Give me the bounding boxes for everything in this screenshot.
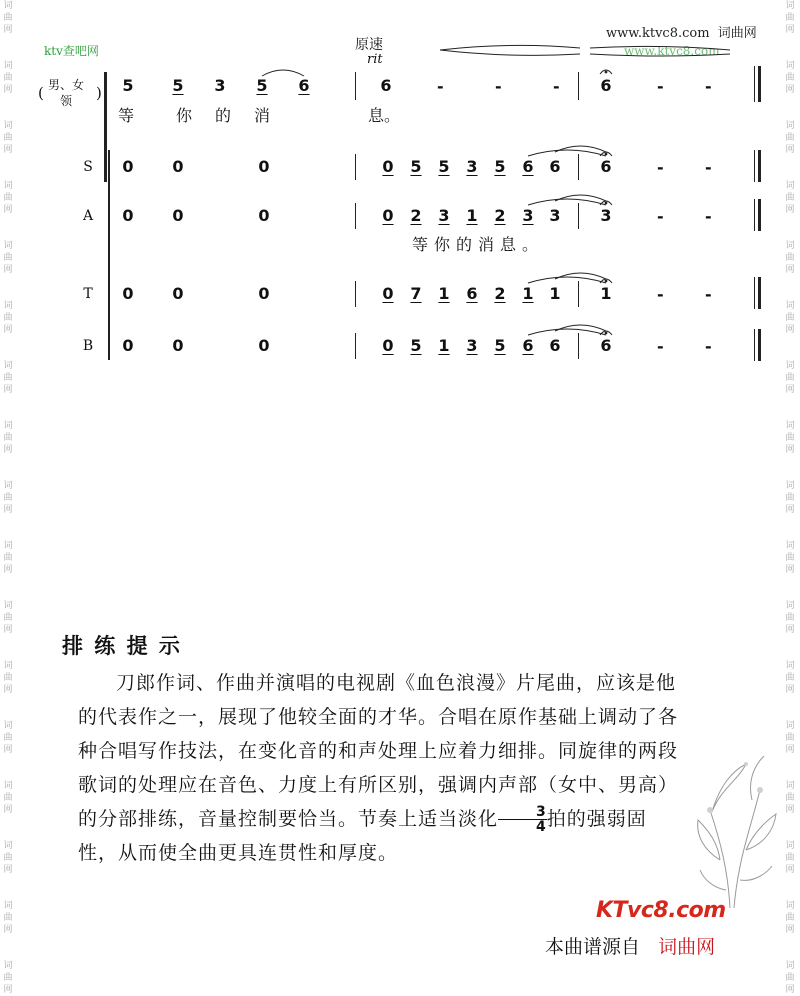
side-watermark-char: 网 — [3, 505, 13, 515]
side-watermark-char: 曲 — [3, 193, 13, 203]
rest-note: 0 — [258, 284, 270, 303]
rest-note: 0 — [172, 284, 184, 303]
side-watermark-char: 网 — [785, 385, 795, 395]
side-watermark-char: 网 — [3, 445, 13, 455]
side-watermark-char: 词 — [785, 901, 795, 911]
hold-dash: - — [657, 207, 664, 226]
side-watermark-char: 词 — [3, 61, 13, 71]
side-watermark-char: 网 — [785, 445, 795, 455]
tie — [528, 199, 606, 205]
voice-note: 5 — [410, 336, 422, 355]
hold-dash: - — [657, 337, 664, 356]
leader-lyric: 等 — [118, 106, 135, 125]
ktvc8-logo: KTvc8.com — [596, 898, 726, 923]
voice-label: B — [82, 338, 94, 354]
voice-note: 6 — [549, 336, 561, 355]
score — [0, 0, 800, 380]
voice-note: 7 — [410, 284, 422, 303]
hold-dash: - — [705, 77, 712, 96]
hold-dash: - — [705, 158, 712, 177]
voice-note: 5 — [438, 157, 450, 176]
side-watermark-char: 曲 — [785, 313, 795, 323]
voice-note: 0 — [382, 336, 394, 355]
side-watermark-char: 曲 — [785, 373, 795, 383]
leader-label-line1: 男、女 — [48, 78, 85, 92]
time-signature-fraction — [498, 805, 547, 834]
leader-label-line2: 领 — [60, 94, 73, 108]
voice-note: 6 — [466, 284, 478, 303]
side-watermark-char: 网 — [3, 685, 13, 695]
leader-lyric: 你 — [176, 106, 193, 125]
voice-note: 6 — [549, 157, 561, 176]
voice-note: 3 — [466, 157, 478, 176]
side-watermark-char: 曲 — [3, 73, 13, 83]
source-prefix: 本曲谱源自 — [545, 936, 641, 958]
hold-dash: - — [705, 337, 712, 356]
rest-note: 0 — [172, 336, 184, 355]
slur — [262, 70, 304, 76]
hold-dash: - — [657, 285, 664, 304]
side-watermark-char: 曲 — [785, 133, 795, 143]
frac-top: 3 — [498, 805, 547, 820]
leader-note: 5 — [172, 76, 184, 95]
side-watermark-char: 词 — [785, 841, 795, 851]
rest-note: 0 — [258, 206, 270, 225]
side-watermark-char: 网 — [785, 985, 795, 995]
side-watermark-char: 词 — [785, 421, 795, 431]
fermata — [600, 331, 612, 335]
side-watermark-char: 曲 — [3, 433, 13, 443]
side-watermark-char: 网 — [785, 565, 795, 575]
hold-dash: - — [705, 285, 712, 304]
side-watermark-char: 曲 — [785, 853, 795, 863]
voice-note: 0 — [382, 284, 394, 303]
side-watermark-char: 词 — [3, 421, 13, 431]
voice-note: 2 — [494, 284, 506, 303]
voice-note: 6 — [600, 336, 612, 355]
voice-note: 5 — [410, 157, 422, 176]
side-watermark-char: 曲 — [3, 853, 13, 863]
side-watermark-char: 网 — [3, 85, 13, 95]
voice-note: 1 — [549, 284, 561, 303]
side-watermark-char: 词 — [3, 181, 13, 191]
side-watermark-char: 曲 — [3, 253, 13, 263]
rest-note: 0 — [172, 206, 184, 225]
plant-sketch-image — [690, 740, 782, 910]
side-watermark-char: 词 — [3, 121, 13, 131]
side-watermark-char: 词 — [3, 781, 13, 791]
side-watermark-char: 网 — [785, 505, 795, 515]
side-watermark-char: 词 — [3, 721, 13, 731]
leader-note: 5 — [256, 76, 268, 95]
voice-note: 1 — [600, 284, 612, 303]
side-watermark-char: 网 — [3, 25, 13, 35]
side-watermark-char: 网 — [785, 745, 795, 755]
side-watermark-char: 曲 — [3, 613, 13, 623]
side-watermark-char: 网 — [3, 385, 13, 395]
voice-note: 5 — [494, 157, 506, 176]
rest-note: 0 — [122, 157, 134, 176]
side-watermark-char: 词 — [785, 541, 795, 551]
side-watermark-char: 网 — [785, 25, 795, 35]
side-watermark-char: 曲 — [3, 733, 13, 743]
side-watermark-char: 网 — [785, 325, 795, 335]
leader-note: 6 — [298, 76, 310, 95]
voice-note: 3 — [600, 206, 612, 225]
rest-note: 0 — [172, 157, 184, 176]
rest-note: 0 — [258, 336, 270, 355]
voice-label: T — [83, 286, 93, 302]
side-watermark-char: 曲 — [3, 973, 13, 983]
side-watermark-char: 曲 — [3, 913, 13, 923]
side-watermark-char: 曲 — [785, 733, 795, 743]
voice-note: 1 — [438, 284, 450, 303]
side-watermark-char: 网 — [785, 625, 795, 635]
side-watermark-char: 网 — [785, 265, 795, 275]
side-watermark-char: 曲 — [785, 493, 795, 503]
rest-note: 0 — [122, 206, 134, 225]
side-watermark-char: 网 — [3, 565, 13, 575]
fermata — [600, 152, 612, 156]
side-watermark-char: 曲 — [785, 553, 795, 563]
side-watermark-char: 网 — [3, 865, 13, 875]
side-watermark-char: 网 — [3, 745, 13, 755]
leader-note: 5 — [122, 76, 134, 95]
voice-note: 3 — [438, 206, 450, 225]
side-watermark-char: 曲 — [3, 553, 13, 563]
side-watermark-char: 曲 — [785, 913, 795, 923]
side-watermark-char: 曲 — [785, 613, 795, 623]
voice-note: 0 — [382, 206, 394, 225]
voice-note: 6 — [600, 157, 612, 176]
leader-lyric: 的 — [215, 106, 232, 125]
voice-label: A — [82, 208, 94, 224]
choir-lyrics: 等你的消息。 — [412, 235, 545, 254]
notes-paragraph — [78, 666, 678, 870]
leader-paren-close: ) — [96, 84, 102, 102]
side-watermark-char: 网 — [785, 205, 795, 215]
leader-lyric: 息。 — [368, 106, 401, 125]
side-watermark-char: 网 — [3, 265, 13, 275]
voice-note: 3 — [549, 206, 561, 225]
side-watermark-char: 词 — [3, 901, 13, 911]
side-watermark-char: 网 — [3, 325, 13, 335]
side-watermark-char: 词 — [785, 301, 795, 311]
side-watermark-char: 曲 — [785, 973, 795, 983]
side-watermark-char: 词 — [3, 541, 13, 551]
side-watermark-char: 词 — [785, 61, 795, 71]
notes-text-end: 拍的强弱固性，从而使全曲更具连贯性和厚度。 — [78, 808, 647, 864]
side-watermark-char: 曲 — [785, 13, 795, 23]
voice-note: 1 — [522, 284, 534, 303]
side-watermark-char: 曲 — [3, 373, 13, 383]
side-watermark-char: 词 — [3, 301, 13, 311]
side-watermark-char: 网 — [785, 805, 795, 815]
side-watermark-char: 网 — [3, 805, 13, 815]
side-watermark-char: 网 — [785, 925, 795, 935]
site-url-text: www.ktvc8.com — [606, 26, 710, 41]
side-watermark-char: 网 — [3, 145, 13, 155]
side-watermark-char: 曲 — [785, 793, 795, 803]
source-site: 词曲网 — [658, 936, 716, 958]
side-watermark-char: 词 — [785, 481, 795, 491]
side-watermark-char: 词 — [3, 241, 13, 251]
side-watermark-char: 词 — [785, 721, 795, 731]
voice-note: 3 — [522, 206, 534, 225]
side-watermark-char: 词 — [3, 481, 13, 491]
leader-lyric: 消 — [254, 106, 271, 125]
side-watermark-char: 词 — [785, 781, 795, 791]
leader-paren-open: ( — [38, 84, 44, 102]
site-url-faded: www.ktvc8.com — [624, 44, 720, 58]
side-watermark-char: 曲 — [785, 193, 795, 203]
fermata — [600, 201, 612, 205]
rest-note: 0 — [258, 157, 270, 176]
side-watermark-char: 词 — [3, 361, 13, 371]
site-watermark-left: ktv查吧网 — [44, 44, 99, 58]
side-watermark-char: 曲 — [785, 73, 795, 83]
side-watermark-char: 网 — [3, 205, 13, 215]
side-watermark-char: 曲 — [3, 13, 13, 23]
notes-text-start: 刀郎作词、作曲并演唱的电视剧《血色浪漫》片尾曲，应该是他的代表作之一，展现了他较全面的才华。合唱在原作基础上调动了各种合唱写作技法，在变化音的和声处理上应着力细排。同旋律的两段歌词的处理应在音色、力度上有所区别，强调内声部（女中、男高）的分部排练，音量控制要恰当。节奏上适当淡化 — [78, 672, 679, 830]
hold-dash: - — [657, 77, 664, 96]
side-watermark-char: 网 — [3, 625, 13, 635]
side-watermark-char: 曲 — [3, 313, 13, 323]
side-watermark-char: 词 — [785, 601, 795, 611]
side-watermark-char: 词 — [3, 841, 13, 851]
rest-note: 0 — [122, 284, 134, 303]
side-watermark-char: 网 — [785, 85, 795, 95]
tie — [528, 329, 606, 335]
hold-dash: - — [495, 77, 502, 96]
tie-marks — [0, 0, 800, 380]
voice-note: 2 — [410, 206, 422, 225]
site-url-name: 词曲网 — [717, 26, 757, 41]
fermata — [600, 279, 612, 283]
voice-note: 2 — [494, 206, 506, 225]
voice-note: 1 — [438, 336, 450, 355]
side-watermark-char: 曲 — [785, 673, 795, 683]
hold-dash: - — [437, 77, 444, 96]
side-watermark-char: 词 — [785, 241, 795, 251]
side-watermark-char: 网 — [785, 685, 795, 695]
rest-note: 0 — [122, 336, 134, 355]
side-watermark-char: 网 — [785, 865, 795, 875]
voice-note: 6 — [522, 157, 534, 176]
hold-dash: - — [705, 207, 712, 226]
side-watermark-char: 词 — [785, 1, 795, 11]
tempo-mark: 原速 — [355, 37, 383, 53]
side-watermark-char: 词 — [785, 661, 795, 671]
voice-note: 1 — [466, 206, 478, 225]
voice-note: 5 — [494, 336, 506, 355]
leader-note: 3 — [214, 76, 226, 95]
side-watermark-char: 词 — [3, 601, 13, 611]
side-watermark-char: 词 — [785, 181, 795, 191]
side-watermark-char: 词 — [3, 1, 13, 11]
voice-note: 3 — [466, 336, 478, 355]
leader-note: 6 — [600, 76, 612, 95]
hold-dash: - — [657, 158, 664, 177]
tie — [528, 150, 606, 156]
side-watermark-char: 词 — [3, 661, 13, 671]
side-watermark-char: 网 — [785, 145, 795, 155]
side-watermark-char: 曲 — [3, 673, 13, 683]
side-watermark-char: 曲 — [785, 253, 795, 263]
side-watermark-char: 曲 — [785, 433, 795, 443]
side-watermark-char: 词 — [785, 361, 795, 371]
voice-label: S — [83, 159, 93, 175]
side-watermark-char: 网 — [3, 985, 13, 995]
voice-note: 6 — [522, 336, 534, 355]
fermata — [600, 70, 612, 74]
tie — [528, 277, 606, 283]
side-watermark-char: 词 — [785, 961, 795, 971]
rit-mark: rit — [367, 52, 383, 67]
frac-bottom: 4 — [536, 819, 547, 835]
side-watermark-char: 曲 — [3, 133, 13, 143]
source-line — [545, 932, 715, 959]
side-watermark-char: 词 — [3, 961, 13, 971]
side-watermark-char: 词 — [785, 121, 795, 131]
side-watermark-char: 曲 — [3, 793, 13, 803]
hold-dash: - — [553, 77, 560, 96]
leader-note: 6 — [380, 76, 392, 95]
notes-title: 排 练 提 示 — [62, 634, 182, 658]
side-watermark-char: 网 — [3, 925, 13, 935]
voice-note: 0 — [382, 157, 394, 176]
side-watermark-char: 曲 — [3, 493, 13, 503]
